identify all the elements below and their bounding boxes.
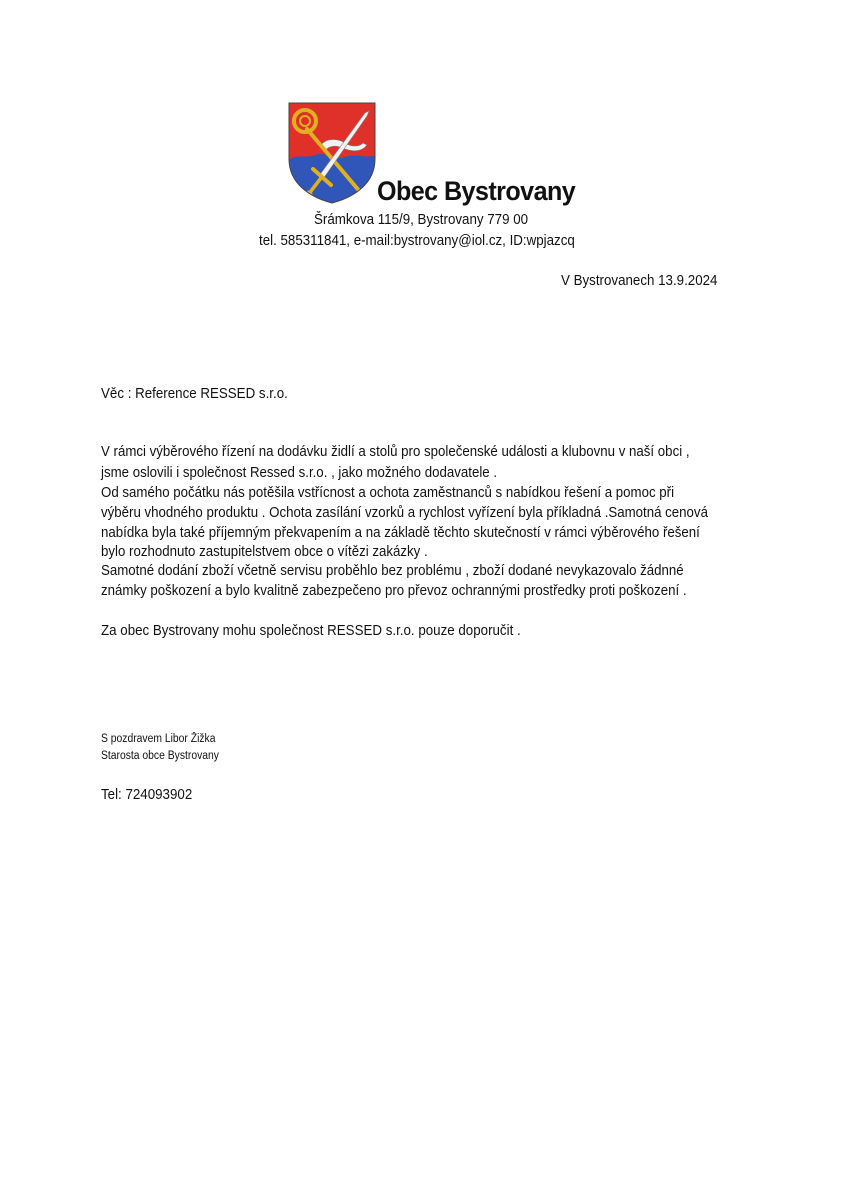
letter-subject: Věc : Reference RESSED s.r.o.	[101, 386, 288, 402]
signature-title: Starosta obce Bystrovany	[101, 750, 219, 762]
organization-contact: tel. 585311841, e-mail:bystrovany@iol.cz, ID:wpjazcq	[259, 233, 575, 249]
signature-phone: Tel: 724093902	[101, 787, 193, 803]
body-line: bylo rozhodnuto zastupitelstvem obce o vítězi zakázky .	[101, 544, 428, 560]
body-line: Od samého počátku nás potěšila vstřícnost a ochota zaměstnanců s nabídkou řešení a pomoc při	[101, 485, 675, 501]
coat-of-arms-emblem	[287, 101, 377, 205]
body-line: V rámci výběrového řízení na dodávku židlí a stolů pro společenské události a klubovnu v naší obci ,	[101, 444, 690, 460]
body-line: známky poškození a bylo kvalitně zabezpečeno pro převoz ochrannými prostředky proti poškození .	[101, 583, 687, 599]
body-line: jsme oslovili i společnost Ressed s.r.o. , jako možného dodavatele .	[101, 465, 498, 481]
place-and-date: V Bystrovanech 13.9.2024	[561, 273, 718, 289]
body-line: nabídka byla také příjemným překvapením a na základě těchto skutečností v rámci výběrového řešení	[101, 525, 700, 541]
signature-greeting: S pozdravem Libor Žižka	[101, 733, 216, 745]
body-line: Samotné dodání zboží včetně servisu proběhlo bez problému , zboží dodané nevykazovalo žádnné	[101, 563, 684, 579]
organization-name: Obec Bystrovany	[377, 176, 576, 206]
body-line: výběru vhodného produktu . Ochota zasílání vzorků a rychlost vyřízení byla příkladná .Samotná cenová	[101, 505, 708, 521]
organization-address: Šrámkova 115/9, Bystrovany 779 00	[314, 212, 529, 228]
closing-recommendation: Za obec Bystrovany mohu společnost RESSED s.r.o. pouze doporučit .	[101, 623, 521, 639]
